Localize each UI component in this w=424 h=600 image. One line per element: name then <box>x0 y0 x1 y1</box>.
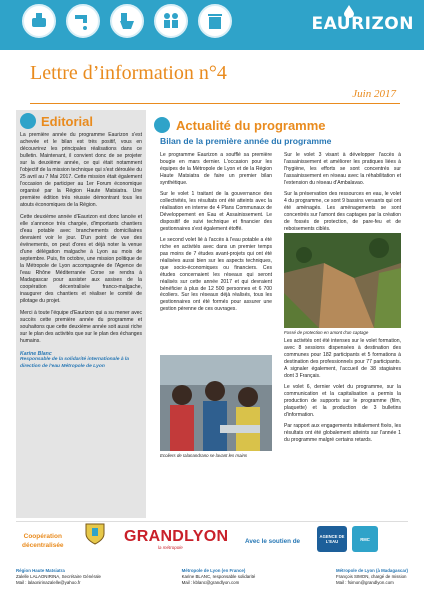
article-paragraph: Sur la préservation des ressources en eau, le volet 4 du programme, ce sont 9 bassins versants qui ont été aménagés. Les aménagements se sont concentrés sur l'amont des captages par la création de fossés de protection, de pare-feu et de reboisements ciblés. <box>284 190 401 232</box>
photo-schoolchildren <box>160 355 272 451</box>
article-paragraph: Sur le volet 1 traitant de la gouvernance des collectivités, les résultats ont été atteints avec la réalisation en interne de 4 Plans Communaux de Développement en Eau et Assainissement. Le dispositif de suivi technique et financier des gestionnaires s'est également étoffé. <box>160 190 272 232</box>
region-crest-logo <box>84 522 106 546</box>
page-title: Lettre d’information n°4 <box>30 62 227 84</box>
grand-lyon-subtitle: la métropole <box>158 545 183 550</box>
actualite-header <box>154 117 326 133</box>
article-column-2 <box>284 152 401 237</box>
article-paragraph: Le second volet lié à l'accès à l'eau potable a été riche en activités avec dans un premier temps pas moins de 7 études avant-projets qui ont été réalisées aussi bien sur les aspects techniques, que socio-économiques ou financiers. Ces études concernaient les réseaux qui seront réalisés sur cette année 2017 et qui devraient bénéficier à plus de 12 500 personnes et 6 700 écoliers. Sur les réseaux déjà réalisés, tous les gestionnaires ont été formés pour assurer une gestion pérenne de ces ouvrages. <box>160 236 272 313</box>
title-divider <box>30 103 400 104</box>
eaurizon-logo: EAURIZON <box>311 14 414 34</box>
agence-eau-logo: AGENCE DE L'EAU <box>317 526 347 552</box>
header-band <box>0 0 424 50</box>
water-tap-icon <box>66 4 100 38</box>
grand-lyon-logo: GRANDLYON <box>124 528 229 545</box>
article-column-3 <box>284 338 401 448</box>
article-paragraph: Sur le volet 3 visant à développer l'accès à l'assainissement et améliorer les pratiques liées à l'hygiène, les efforts se sont concentrés sur l'assainissement en réseau avec la réhabilitation et l'extension du réseau d'Ambalavao. <box>284 152 401 186</box>
signature-role: Responsable de la solidarité internationale à la direction de l'eau Métropole de Lyon <box>20 357 129 369</box>
photo-caption: Ecoliers de Ialanandrano se lavant les mains <box>160 453 248 458</box>
editorial-paragraph: Merci à toute l'équipe d'Eaurizon qui a su mener avec succès cette première année du programme et souhaitons que cette deuxième année soit aussi riche sur le plan des activités que sur le plan des échanges humains. <box>20 309 142 345</box>
contact-region: Région Haute Matsiatra Zalelle LALAONIRINA, Secrétaire Générale Mail : lalaonirinazalelle@yahoo.fr <box>16 568 101 586</box>
article-column-1 <box>160 152 272 318</box>
waste-bin-icon <box>198 4 232 38</box>
cooperation-label: Coopération décentralisée <box>22 533 64 549</box>
photo-protection-ditch <box>284 233 401 328</box>
toilet-icon <box>110 4 144 38</box>
article-paragraph: Par rapport aux engagements initialement fixés, les résultats ont été globalement atteints sur l'année 1 du programme malgré certains retards. <box>284 422 401 443</box>
editorial-section-icon <box>20 113 36 129</box>
actualite-subtitle: Bilan de la première année du programme <box>160 136 332 146</box>
issue-date: Juin 2017 <box>352 88 396 100</box>
people-training-icon <box>154 4 188 38</box>
article-paragraph: Les activités ont été intenses sur le volet formation, avec 8 sessions dispensées à destination des communes pour 182 participants et 5 formations à destination des professionnels pour 77 participants. A signaler également, l'accueil de 38 stagiaires dont 3 Français. <box>284 338 401 379</box>
sanitation-icon <box>22 4 56 38</box>
editorial-title: Editorial <box>41 113 94 129</box>
actualite-title: Actualité du programme <box>176 117 326 133</box>
editorial-paragraph: Cette deuxième année d'Eaurizon est donc lancée et elle s'annonce très chargée, d'importants chantiers d'eau potable avec branchements domiciliaires devraient voir le jour. D'un point de vue des événements, on peut d'ores et déjà noter la venue d'une délégation malgache à Lyon au mois de septembre. Puis, fin octobre, une mission politique de la Métropole de Lyon accompagnée de l'Agence de l'eau Rhône Méditerranée Corse se rendra à Madagascar pour assister aux assises de la coopération décentralisée franco-malgache, inaugurer des chantiers et réaliser le comité de pilotage du projet. <box>20 213 142 305</box>
photo-caption: Fossé de protection en amont d'un captage <box>284 330 369 335</box>
contacts-row <box>16 568 408 586</box>
article-paragraph: Le programme Eaurizon a soufflé sa première bougie en mars dernier. L'occasion pour les équipes de la Métropole de Lyon et de la Région Haute Matsiatra de faire un premier bilan synthétique. <box>160 152 272 186</box>
actualite-section-icon <box>154 117 170 133</box>
support-label: Avec le soutien de <box>245 538 301 545</box>
editorial-paragraph: La première année du programme Eaurizon s'est achevée et le bilan est très positif, vous en découvrirez les principales réalisations dans ce bulletin. Maintenant, il convient donc de se projeter sur la deuxième année, ce qui était notamment l'objectif de la mission technique qui s'est déroulée du 25 avril au 7 Mai 2017. Cette mission était également l'occasion de participer au 1er Forum économique organisé par la Région Haute Matsiatra. Une première édition très réussie démontrant tous les atouts économiques de la Région. <box>20 132 142 209</box>
rmc-logo: RMC <box>352 526 378 552</box>
signature-name: Karine Blanc <box>20 351 52 358</box>
contact-email[interactable]: Mail : kblanc@grandlyon.com <box>181 580 240 586</box>
theme-icons <box>22 4 232 38</box>
contact-lyon-france: Métropole de Lyon (en France) Karine BLANC, responsable solidarité Mail : kblanc@grandlyon.com <box>181 568 256 586</box>
contact-email[interactable]: Mail : lalaonirinazalelle@yahoo.fr <box>16 580 81 586</box>
article-paragraph: Le volet 6, dernier volet du programme, sur la communication et la capitalisation a permis la production de supports sur le programme (film, plaquette) et la production de 3 bulletins d'information. <box>284 383 401 418</box>
editorial-column <box>16 110 146 518</box>
contact-email[interactable]: Mail : fsimon@grandlyon.com <box>335 580 394 586</box>
contact-lyon-madagascar: Métropole de Lyon (à Madagascar) François SIMON, chargé de mission Mail : fsimon@grandlyon.com <box>335 568 408 586</box>
footer-divider <box>16 521 408 522</box>
